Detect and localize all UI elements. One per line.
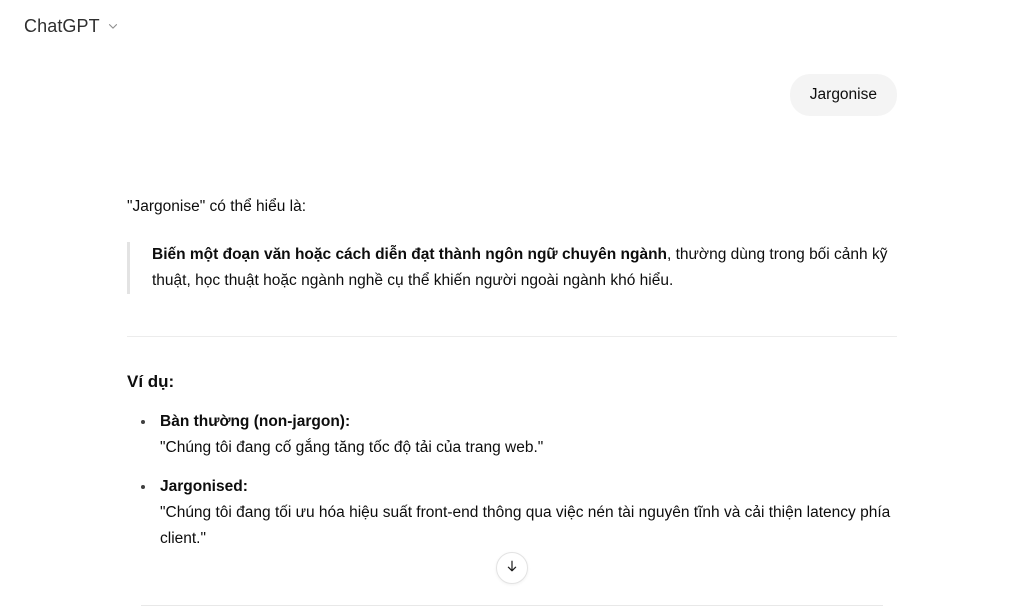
user-message-row xyxy=(127,52,897,116)
definition-rest-text: , thường dùng trong bối cảnh kỹ thuật, học thuật hoặc ngành nghề cụ thể khiến người ngoài ngành khó hiểu. xyxy=(152,246,888,289)
app-header xyxy=(0,0,1024,52)
example-text: "Chúng tôi đang tối ưu hóa hiệu suất front-end thông qua việc nén tài nguyên tĩnh và cải thiện latency phía client." xyxy=(160,504,891,547)
assistant-message xyxy=(127,116,897,552)
arrow-down-icon xyxy=(504,558,520,579)
assistant-intro-text: "Jargonise" có thể hiểu là: xyxy=(127,198,307,215)
scroll-to-bottom-button[interactable] xyxy=(496,552,528,584)
chevron-down-icon xyxy=(106,19,120,33)
message-thread xyxy=(127,52,897,552)
example-label: Jargonised: xyxy=(160,478,248,495)
definition-bold-text: Biến một đoạn văn hoặc cách diễn đạt thành ngôn ngữ chuyên ngành xyxy=(152,246,668,263)
examples-section-title: Ví dụ: xyxy=(127,372,175,391)
example-label: Bàn thường (non-jargon): xyxy=(160,413,351,430)
user-message-bubble[interactable]: Jargonise xyxy=(790,74,897,116)
definition-blockquote xyxy=(127,242,897,294)
model-name-label: ChatGPT xyxy=(24,15,100,36)
model-switcher-button[interactable] xyxy=(20,12,128,41)
example-text: "Chúng tôi đang cố gắng tăng tốc độ tải của trang web." xyxy=(160,439,544,456)
section-divider xyxy=(127,336,897,337)
examples-list xyxy=(127,409,897,552)
list-item xyxy=(127,409,897,461)
list-item xyxy=(127,474,897,552)
conversation-area xyxy=(0,52,1024,606)
